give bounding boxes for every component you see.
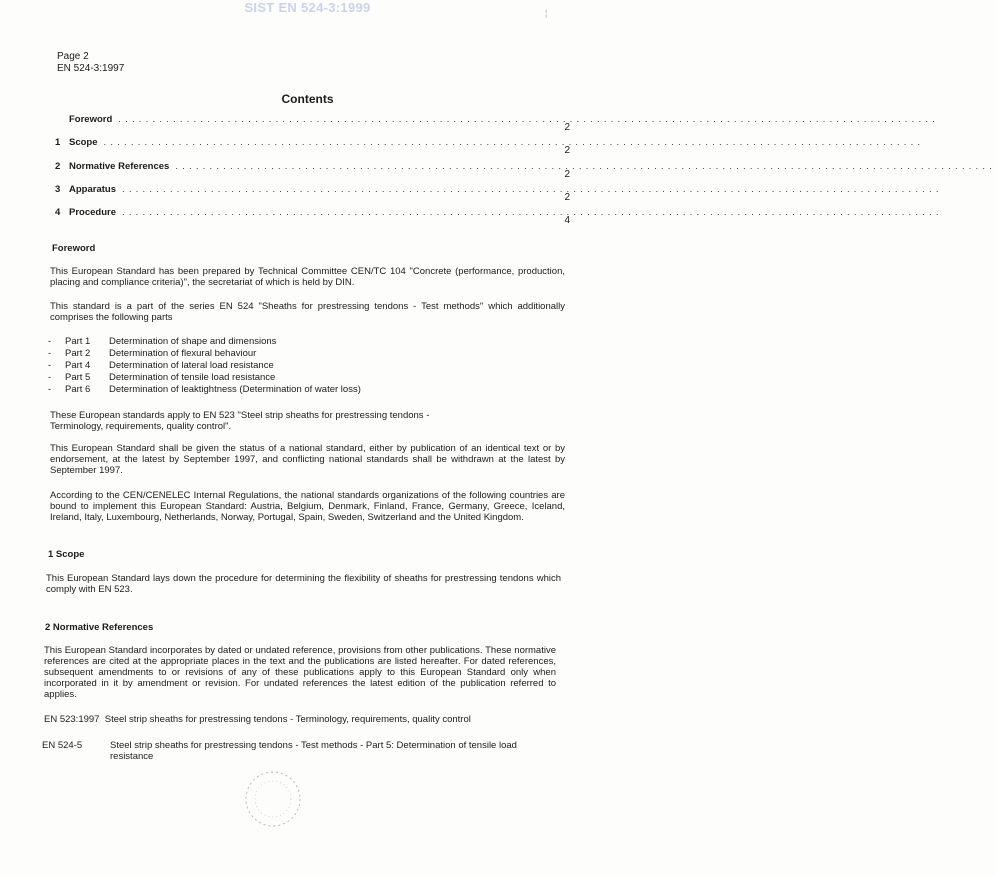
scope-paragraph: This European Standard lays down the procedure for determining the flexibility of sheaths for prestressing tendons which comply with EN 523. (46, 573, 561, 595)
foreword-heading: Foreword (52, 243, 96, 254)
list-item: - Part 1 Determination of shape and dimensions (48, 336, 277, 347)
toc-dot-leader: ........................................................................................................................ (121, 184, 943, 195)
toc-dot-leader: ........................................................................................................................ (103, 137, 925, 148)
scope-heading: 1 Scope (48, 549, 85, 560)
doc-number: EN 524-3:1997 (57, 63, 125, 74)
scan-mark: ¦ (545, 8, 548, 18)
toc-entry-procedure[interactable]: 4 Procedure ........................................................................................................................ 4 (55, 207, 943, 226)
toc-entry-normative-references[interactable]: 2 Normative References ........................................................................................................................ 2 (55, 161, 996, 180)
list-item: - Part 2 Determination of flexural behaviour (48, 348, 257, 359)
foreword-paragraph-1: This European Standard has been prepared by Technical Committee CEN/TC 104 "Concrete (performance, production, placing and compliance criteria)", the secretariat of which is held by DIN. (50, 266, 565, 288)
toc-entry-scope[interactable]: 1 Scope ........................................................................................................................ 2 (55, 137, 925, 156)
normative-references-heading: 2 Normative References (45, 622, 154, 633)
list-item: - Part 5 Determination of tensile load resistance (48, 372, 276, 383)
reference-en-523: EN 523:1997 Steel strip sheaths for prestressing tendons - Terminology, requirements, quality control (44, 714, 471, 725)
stamp-seal (242, 768, 304, 830)
normative-references-paragraph: This European Standard incorporates by dated or undated reference, provisions from other publications. These normative references are cited at the appropriate places in the text and the publications are listed hereafter. For dated references, subsequent amendments to or revisions of any of these publications apply to this European Standard only when incorporated in it by amendment or revision. For undated references the latest edition of the publication referred to applies. (44, 645, 556, 700)
toc-dot-leader: ........................................................................................................................ (175, 161, 996, 172)
page-label: Page 2 (57, 51, 89, 62)
toc-page-number: 4 (564, 215, 570, 226)
toc-entry-foreword[interactable]: Foreword ........................................................................................................................ 2 (69, 114, 940, 133)
list-item: - Part 4 Determination of lateral load resistance (48, 360, 274, 371)
toc-dot-leader: ........................................................................................................................ (122, 207, 943, 218)
toc-page-number: 2 (564, 145, 570, 156)
toc-page-number: 2 (564, 192, 570, 203)
foreword-paragraph-2: This standard is a part of the series EN 524 "Sheaths for prestressing tendons - Test methods" which additionally comprises the following parts (50, 301, 565, 323)
toc-entry-apparatus[interactable]: 3 Apparatus ........................................................................................................................ 2 (55, 184, 943, 203)
page-header (57, 51, 124, 75)
watermark: SIST EN 524-3:1999 (244, 0, 371, 15)
foreword-paragraph-3: These European standards apply to EN 523 "Steel strip sheaths for prestressing tendons - Terminology, requirements, quality control". (50, 410, 430, 432)
toc-page-number: 2 (564, 169, 570, 180)
toc-dot-leader: ........................................................................................................................ (118, 114, 940, 125)
contents-title: Contents (281, 92, 334, 106)
list-item: - Part 6 Determination of leaktightness (Determination of water loss) (48, 384, 361, 395)
toc-page-number: 2 (564, 122, 570, 133)
foreword-paragraph-4: This European Standard shall be given the status of a national standard, either by publication of an identical text or by endorsement, at the latest by September 1997, and conflicting national standards shall be withdrawn at the latest by September 1997. (50, 443, 565, 476)
foreword-paragraph-5: According to the CEN/CENELEC Internal Regulations, the national standards organizations of the following countries are bound to implement this European Standard: Austria, Belgium, Denmark, Finland, France, Germany, Greece, Iceland, Ireland, Italy, Luxembourg, Netherlands, Norway, Portugal, Spain, Sweden, Switzerland and the United Kingdom. (50, 490, 565, 523)
